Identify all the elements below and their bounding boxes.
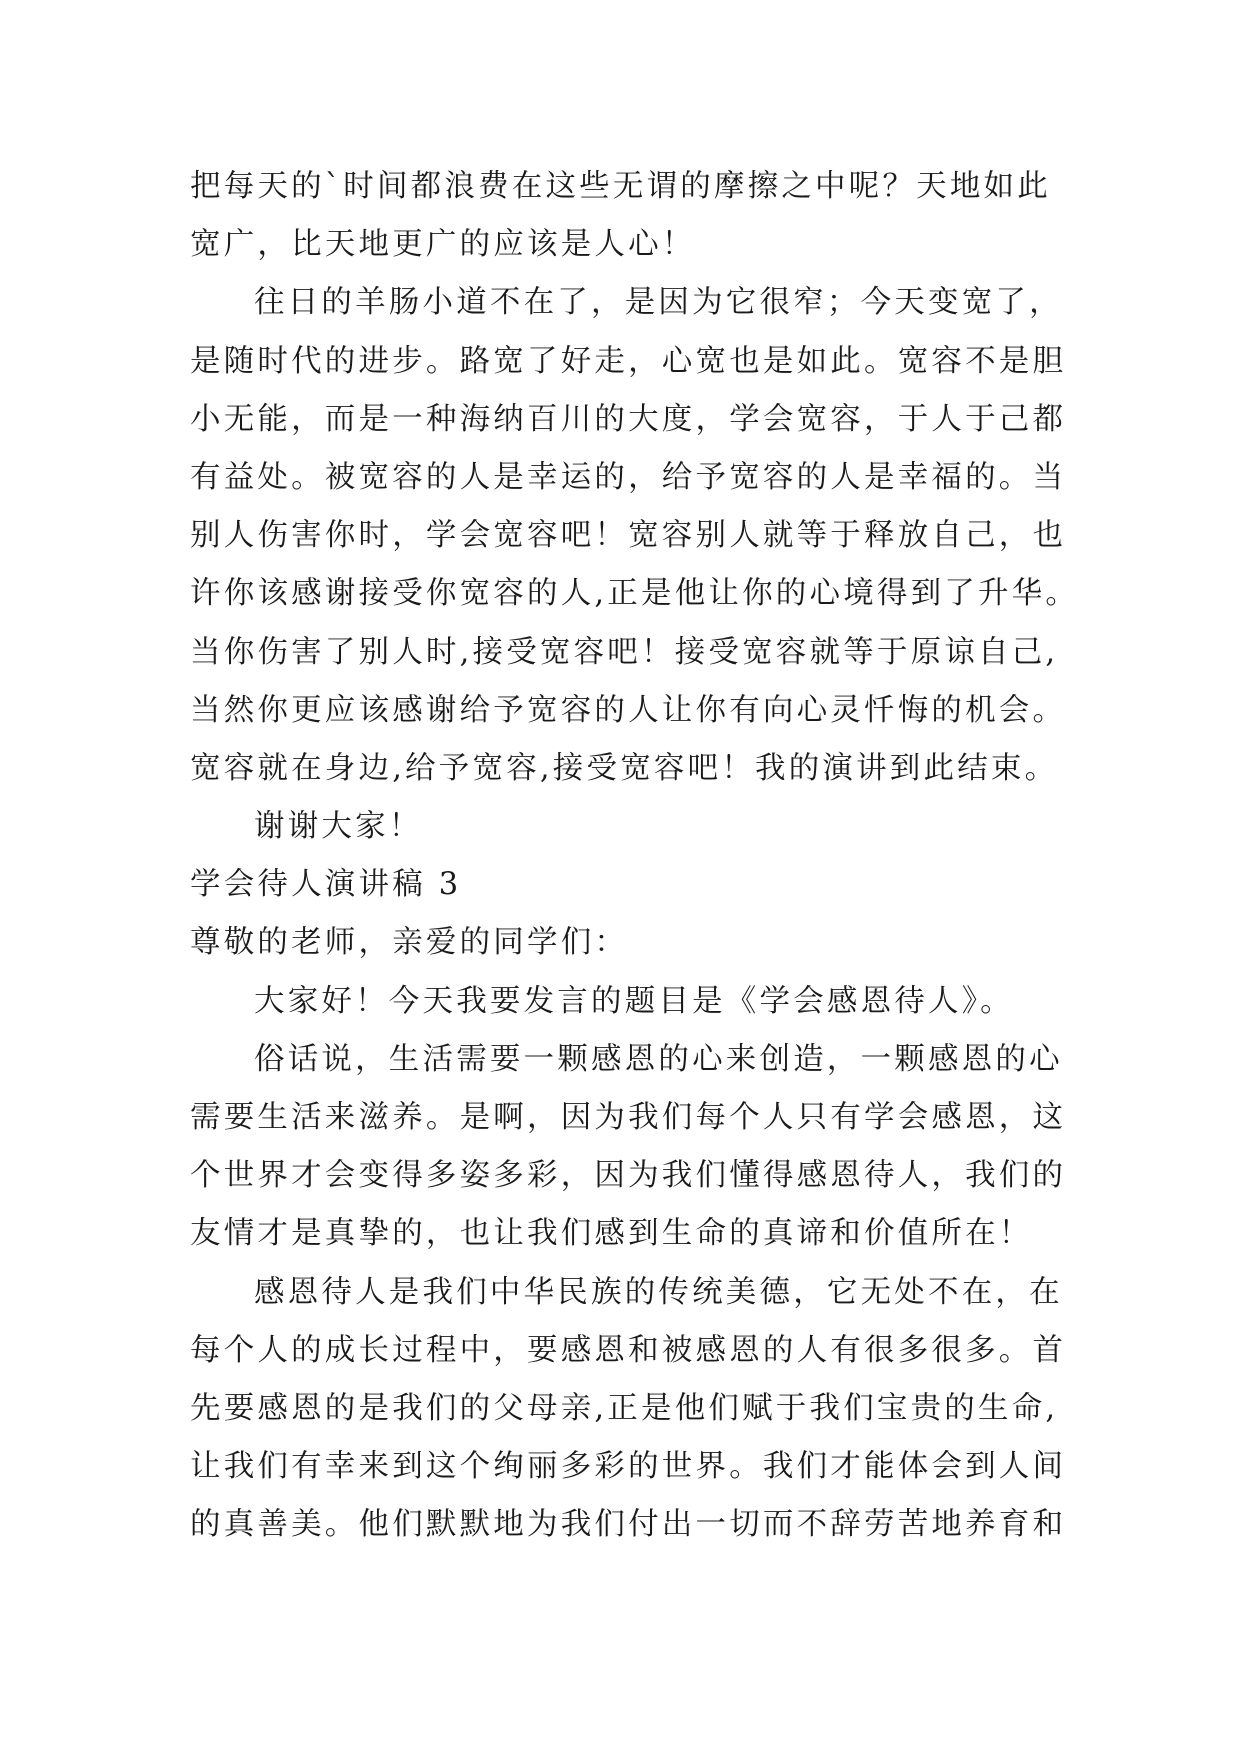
text-line: 需要生活来滋养。是啊，因为我们每个人只有学会感恩，这	[190, 1100, 1067, 1135]
text-line: 有益处。被宽容的人是幸运的，给予宽容的人是幸福的。当	[190, 459, 1067, 495]
text-line: 谢谢大家！	[254, 809, 423, 845]
text-line: 俗话说，生活需要一颗感恩的心来创造，一颗感恩的心	[254, 1041, 1063, 1077]
text-line: 尊敬的老师，亲爱的同学们：	[190, 925, 629, 961]
text-line: 学会待人演讲稿 3	[190, 867, 462, 903]
text-line: 的真善美。他们默默地为我们付出一切而不辞劳苦地养育和	[190, 1507, 1067, 1543]
text-line: 个世界才会变得多姿多彩，因为我们懂得感恩待人，我们的	[190, 1158, 1067, 1194]
text-line: 先要感恩的是我们的父母亲,正是他们赋于我们宝贵的生命,	[190, 1390, 1059, 1426]
text-line: 是随时代的进步。路宽了好走，心宽也是如此。宽容不是胆	[190, 343, 1067, 379]
text-line: 当你伤害了别人时,接受宽容吧！接受宽容就等于原谅自己,	[190, 634, 1059, 670]
text-line: 往日的羊肠小道不在了，是因为它很窄；今天变宽了，	[254, 285, 1063, 321]
text-line: 许你该感谢接受你宽容的人,正是他让你的心境得到了升华。	[190, 576, 1080, 612]
text-line: 每个人的成长过程中，要感恩和被感恩的人有很多很多。首	[190, 1332, 1067, 1368]
text-line: 别人伤害你时，学会宽容吧！宽容别人就等于释放自己，也	[190, 518, 1067, 554]
text-line: 大家好！今天我要发言的题目是《学会感恩待人》。	[254, 983, 1014, 1019]
text-line: 感恩待人是我们中华民族的传统美德，它无处不在，在	[254, 1274, 1063, 1310]
text-line: 让我们有幸来到这个绚丽多彩的世界。我们才能体会到人间	[190, 1449, 1067, 1485]
text-line: 宽广，比天地更广的应该是人心！	[190, 227, 696, 263]
text-line: 小无能，而是一种海纳百川的大度，学会宽容，于人于己都	[190, 401, 1067, 437]
text-line: 友情才是真挚的，也让我们感到生命的真谛和价值所在！	[190, 1216, 1033, 1252]
document-body	[190, 158, 1080, 1555]
text-line: 把每天的`时间都浪费在这些无谓的摩擦之中呢？天地如此	[190, 169, 1051, 204]
text-line: 宽容就在身边,给予宽容,接受宽容吧！我的演讲到此结束。	[190, 750, 1059, 786]
text-line: 当然你更应该感谢给予宽容的人让你有向心灵忏悔的机会。	[190, 692, 1067, 728]
